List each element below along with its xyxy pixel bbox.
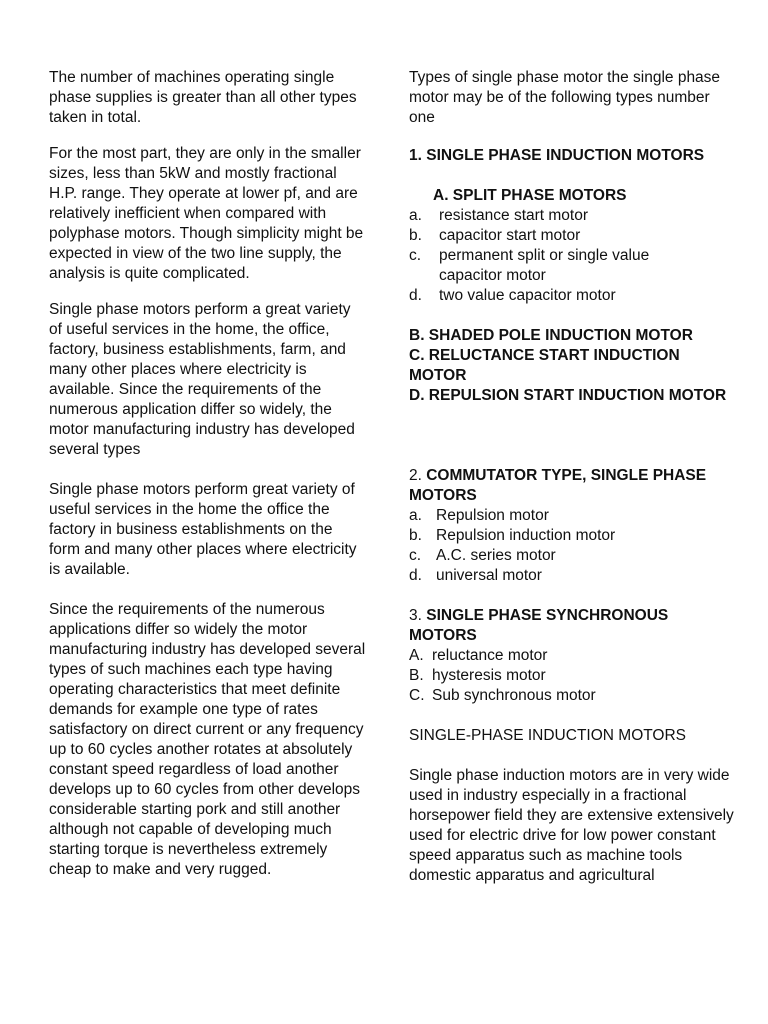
list-item bbox=[409, 286, 739, 306]
heading-single-phase-induction: 1. SINGLE PHASE INDUCTION MOTORS bbox=[409, 147, 705, 164]
list-text: Repulsion motor bbox=[436, 507, 549, 524]
list-marker: c. bbox=[409, 247, 422, 264]
list-text: A.C. series motor bbox=[436, 547, 556, 564]
paragraph-services-repeat: Single phase motors perform great variety of useful services in the home the office the factory in business establishments on the form and many other places where electricity is available. bbox=[49, 481, 357, 578]
heading-repulsion-start: D. REPULSION START INDUCTION MOTOR bbox=[409, 387, 727, 404]
paragraph-intro: The number of machines operating single phase supplies is greater than all other types taken in total. bbox=[49, 69, 357, 126]
heading-text: COMMUTATOR TYPE, SINGLE PHASE MOTORS bbox=[409, 467, 707, 504]
list-item-continuation bbox=[409, 266, 739, 286]
list-item bbox=[409, 526, 739, 546]
heading-induction-motors: SINGLE-PHASE INDUCTION MOTORS bbox=[409, 727, 687, 744]
left-column bbox=[49, 68, 367, 880]
paragraph-requirements: Since the requirements of the numerous applications differ so widely the motor manufacturing industry has developed several types of such machines each type having operating characteristics that meet definite demands for example one type of rates satisfactory on direct current or any frequency up to 60 cycles another rotates at absolutely constant speed regardless of load another develops up to 60 cycles from other develops considerable starting pork and still another although not capable of developing much starting torque is nevertheless extremely cheap to make and very rugged. bbox=[49, 601, 366, 878]
heading-number: 2. bbox=[409, 467, 427, 484]
list-text: permanent split or single value bbox=[439, 247, 650, 264]
list-text: capacitor start motor bbox=[439, 227, 581, 244]
list-text: capacitor motor bbox=[439, 267, 546, 284]
paragraph-sizes: For the most part, they are only in the smaller sizes, less than 5kW and mostly fractional H.P. range. They operate at lower pf, and are relatively inefficient when compared with polyphase motors. Though simplicity might be expected in view of the two line supply, the analysis is quite complicated. bbox=[49, 145, 364, 282]
list-item bbox=[409, 206, 739, 226]
types-intro: Types of single phase motor the single phase motor may be of the following types number one bbox=[409, 69, 721, 126]
list-marker: B. bbox=[409, 667, 424, 684]
list-text: two value capacitor motor bbox=[439, 287, 616, 304]
right-column bbox=[409, 68, 739, 886]
commutator-list bbox=[409, 506, 739, 586]
list-text: resistance start motor bbox=[439, 207, 589, 224]
list-marker: d. bbox=[409, 567, 422, 584]
list-marker: a. bbox=[409, 507, 422, 524]
list-text: reluctance motor bbox=[432, 647, 548, 664]
list-marker: b. bbox=[409, 227, 422, 244]
heading-reluctance-start: C. RELUCTANCE START INDUCTION MOTOR bbox=[409, 347, 680, 384]
list-text: universal motor bbox=[436, 567, 542, 584]
list-marker: A. bbox=[409, 647, 424, 664]
list-item bbox=[409, 646, 739, 666]
list-item bbox=[409, 666, 739, 686]
list-item bbox=[409, 506, 739, 526]
heading-number: 3. bbox=[409, 607, 427, 624]
list-text: hysteresis motor bbox=[432, 667, 546, 684]
heading-text: SINGLE PHASE SYNCHRONOUS MOTORS bbox=[409, 607, 669, 644]
list-item bbox=[409, 226, 739, 246]
list-item bbox=[409, 566, 739, 586]
synchronous-list bbox=[409, 646, 739, 706]
list-marker: c. bbox=[409, 547, 422, 564]
list-item bbox=[409, 546, 739, 566]
list-text: Sub synchronous motor bbox=[432, 687, 596, 704]
split-phase-list bbox=[409, 206, 739, 306]
list-marker: d. bbox=[409, 287, 422, 304]
paragraph-services: Single phase motors perform a great variety of useful services in the home, the office, factory, business establishments, farm, and many other places where electricity is available. Since the requirements of the numerous application differ so widely, the motor manufacturing industry has developed several types bbox=[49, 301, 355, 458]
heading-synchronous bbox=[409, 606, 739, 646]
list-marker: b. bbox=[409, 527, 422, 544]
list-text: Repulsion induction motor bbox=[436, 527, 616, 544]
list-marker: a. bbox=[409, 207, 422, 224]
list-marker: C. bbox=[409, 687, 425, 704]
heading-shaded-pole: B. SHADED POLE INDUCTION MOTOR bbox=[409, 327, 693, 344]
heading-split-phase: A. SPLIT PHASE MOTORS bbox=[433, 187, 627, 204]
heading-commutator-type bbox=[409, 466, 739, 506]
list-item bbox=[409, 686, 739, 706]
paragraph-induction-motors: Single phase induction motors are in very wide used in industry especially in a fractional horsepower field they are extensive extensively used for electric drive for low power constant speed apparatus such as machine tools domestic apparatus and agricultural bbox=[409, 767, 734, 884]
list-item bbox=[409, 246, 739, 266]
